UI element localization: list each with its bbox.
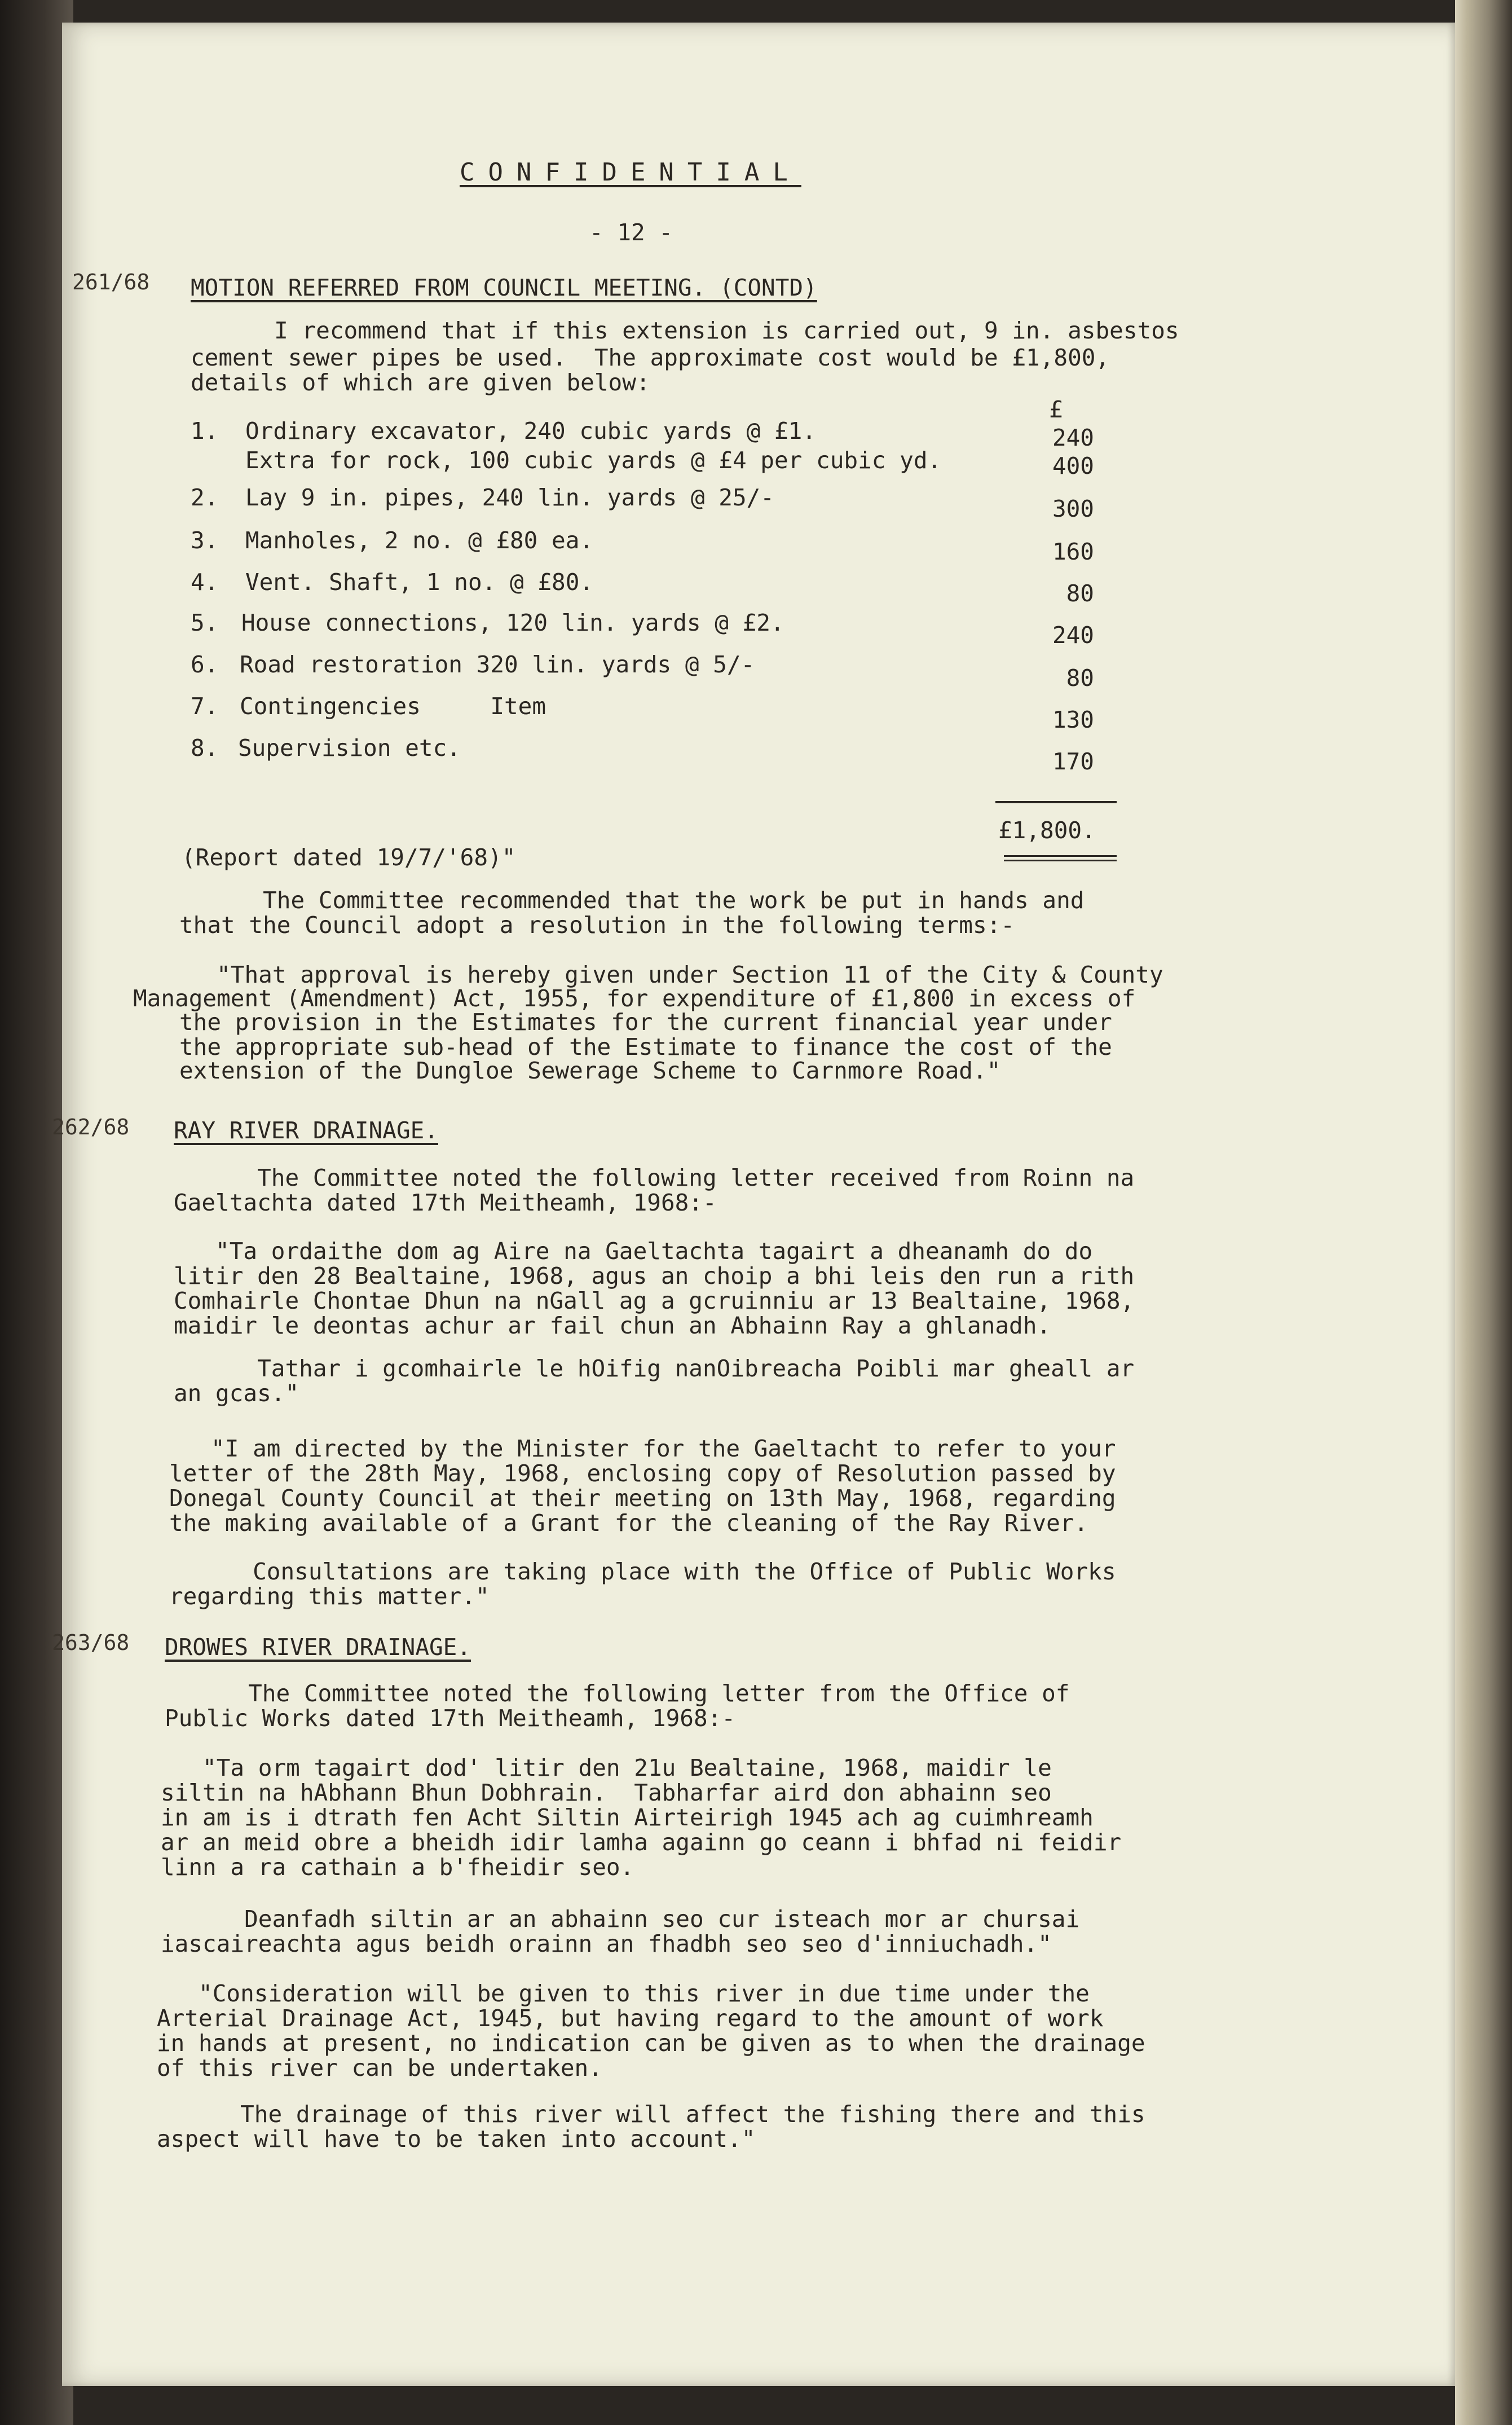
item-description: Supervision etc. bbox=[238, 734, 461, 762]
item-description: Ordinary excavator, 240 cubic yards @ £1. bbox=[245, 417, 817, 444]
page-number: - 12 - bbox=[589, 219, 673, 246]
text-line: Arterial Drainage Act, 1945, but having regard to the amount of work bbox=[157, 2005, 1104, 2032]
text-line: The Committee noted the following letter received from Roinn na bbox=[174, 1164, 1135, 1191]
item-description: Contingencies Item bbox=[240, 693, 546, 720]
item-amount: 80 bbox=[1066, 580, 1094, 607]
item-amount: 160 bbox=[1052, 538, 1094, 565]
currency-header: £ bbox=[1049, 396, 1063, 423]
item-amount: 170 bbox=[1052, 748, 1094, 775]
total-amount: £1,800. bbox=[998, 817, 1096, 844]
text-line: "Ta ordaithe dom ag Aire na Gaeltachta tagairt a dheanamh do do bbox=[174, 1238, 1093, 1265]
text-line: The drainage of this river will affect the fishing there and this bbox=[157, 2101, 1145, 2128]
text-line: The Committee recommended that the work be put in hands and bbox=[179, 887, 1085, 914]
text-line: the making available of a Grant for the cleaning of the Ray River. bbox=[169, 1509, 1088, 1537]
page-edge bbox=[1455, 0, 1512, 2425]
text-line: details of which are given below: bbox=[191, 369, 650, 396]
total-double-rule bbox=[1004, 860, 1117, 861]
text-line: Donegal County Council at their meeting on 13th May, 1968, regarding bbox=[169, 1485, 1116, 1512]
text-line: ar an meid obre a bheidh idir lamha againn go ceann i bhfad ni feidir bbox=[161, 1829, 1122, 1856]
total-rule-above bbox=[995, 801, 1117, 803]
minute-ref-263: 263/68 bbox=[52, 1630, 130, 1655]
item-amount: 240 bbox=[1052, 622, 1094, 649]
text-line: extension of the Dungloe Sewerage Scheme to Carnmore Road." bbox=[179, 1057, 1001, 1084]
section-heading-drowes-river: DROWES RIVER DRAINAGE. bbox=[165, 1634, 471, 1661]
text-line: Public Works dated 17th Meitheamh, 1968:- bbox=[165, 1705, 736, 1732]
text-line: cement sewer pipes be used. The approximate cost would be £1,800, bbox=[191, 344, 1110, 371]
text-line: that the Council adopt a resolution in the following terms:- bbox=[179, 912, 1015, 939]
item-description: Manholes, 2 no. @ £80 ea. bbox=[245, 527, 594, 554]
item-number: 3. bbox=[191, 527, 219, 554]
report-dated: (Report dated 19/7/'68)" bbox=[182, 844, 516, 871]
text-line: "That approval is hereby given under Section 11 of the City & County bbox=[133, 961, 1163, 988]
text-line: aspect will have to be taken into account." bbox=[157, 2125, 756, 2153]
item-amount: 400 bbox=[1052, 452, 1094, 479]
item-description: House connections, 120 lin. yards @ £2. bbox=[241, 609, 784, 636]
item-amount: 80 bbox=[1066, 664, 1094, 692]
text-line: linn a ra cathain a b'fheidir seo. bbox=[161, 1854, 634, 1881]
text-line: Comhairle Chontae Dhun na nGall ag a gcruinniu ar 13 Bealtaine, 1968, bbox=[174, 1287, 1135, 1314]
text-line: siltin na hAbhann Bhun Dobhrain. Tabharfar aird don abhainn seo bbox=[161, 1779, 1052, 1806]
item-amount: 300 bbox=[1052, 495, 1094, 522]
minute-ref-261: 261/68 bbox=[72, 270, 150, 294]
text-line: iascaireachta agus beidh orainn an fhadbh seo seo d'inniuchadh." bbox=[161, 1930, 1052, 1957]
text-line: Consultations are taking place with the Office of Public Works bbox=[169, 1558, 1116, 1585]
item-amount: 130 bbox=[1052, 706, 1094, 733]
text-line: maidir le deontas achur ar fail chun an Abhainn Ray a ghlanadh. bbox=[174, 1312, 1051, 1339]
item-number: 8. bbox=[191, 734, 219, 762]
item-amount: 240 bbox=[1052, 424, 1094, 451]
text-line: litir den 28 Bealtaine, 1968, agus an choip a bhi leis den run a rith bbox=[174, 1262, 1135, 1289]
text-line: The Committee noted the following letter from the Office of bbox=[165, 1680, 1070, 1707]
item-description: Road restoration 320 lin. yards @ 5/- bbox=[240, 651, 755, 678]
item-number: 7. bbox=[191, 693, 219, 720]
text-line: letter of the 28th May, 1968, enclosing copy of Resolution passed by bbox=[169, 1460, 1116, 1487]
text-line: the provision in the Estimates for the current financial year under bbox=[179, 1009, 1112, 1036]
section-heading-motion: MOTION REFERRED FROM COUNCIL MEETING. (CONTD) bbox=[191, 274, 817, 301]
text-line: in am is i dtrath fen Acht Siltin Airteirigh 1945 ach ag cuimhreamh bbox=[161, 1804, 1094, 1831]
text-line: "Ta orm tagairt dod' litir den 21u Bealtaine, 1968, maidir le bbox=[161, 1754, 1052, 1781]
item-number: 4. bbox=[191, 569, 219, 596]
text-line: Tathar i gcomhairle le hOifig nanOibreacha Poibli mar gheall ar bbox=[174, 1355, 1135, 1382]
text-line: "I am directed by the Minister for the Gaeltacht to refer to your bbox=[169, 1435, 1116, 1462]
item-description: Extra for rock, 100 cubic yards @ £4 per cubic yd. bbox=[245, 447, 942, 474]
total-double-rule bbox=[1004, 855, 1117, 857]
text-line: an gcas." bbox=[174, 1380, 299, 1407]
confidential-heading: CONFIDENTIAL bbox=[460, 158, 801, 187]
text-line: "Consideration will be given to this river in due time under the bbox=[157, 1980, 1090, 2007]
text-line: Management (Amendment) Act, 1955, for expenditure of £1,800 in excess of bbox=[133, 985, 1136, 1012]
text-line: the appropriate sub-head of the Estimate to finance the cost of the bbox=[179, 1033, 1112, 1060]
section-heading-ray-river: RAY RIVER DRAINAGE. bbox=[174, 1117, 438, 1144]
item-description: Vent. Shaft, 1 no. @ £80. bbox=[245, 569, 594, 596]
item-description: Lay 9 in. pipes, 240 lin. yards @ 25/- bbox=[245, 484, 774, 511]
item-number: 2. bbox=[191, 484, 219, 511]
text-line: of this river can be undertaken. bbox=[157, 2054, 602, 2081]
text-line: I recommend that if this extension is carried out, 9 in. asbestos bbox=[191, 317, 1179, 344]
text-line: regarding this matter." bbox=[169, 1583, 490, 1610]
item-number: 5. bbox=[191, 609, 219, 636]
minute-ref-262: 262/68 bbox=[52, 1115, 130, 1139]
text-line: Gaeltachta dated 17th Meitheamh, 1968:- bbox=[174, 1189, 717, 1216]
item-number: 1. bbox=[191, 417, 219, 444]
text-line: in hands at present, no indication can be given as to when the drainage bbox=[157, 2030, 1145, 2057]
item-number: 6. bbox=[191, 651, 219, 678]
text-line: Deanfadh siltin ar an abhainn seo cur isteach mor ar chursai bbox=[161, 1905, 1080, 1933]
